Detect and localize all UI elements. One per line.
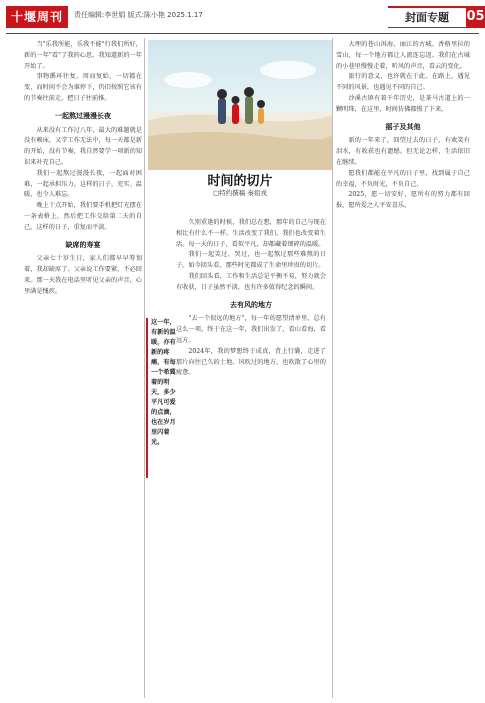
header-rule	[6, 33, 479, 34]
column-1	[24, 40, 142, 695]
paragraph: 父亲七十岁生日，家人们都早早筹划着，我却缺席了。父亲说工作要紧，不必回来。那一天我在电话里听见父亲的声音，心里满是愧疚。	[24, 255, 142, 295]
paragraph: 大理的苍山洱海、丽江的古城、香格里拉的雪山，每一个地方都让人流连忘返。我们在古城的小巷里慢慢走着，听风的声音，看云的变化。	[336, 41, 470, 70]
paragraph: 久别重逢的时候，我们总在想，那年的自己与现在相比有什么不一样。生活改变了我们，我们也改变着生活。每一天的日子，看似平凡，却都藏着细碎的温暖。	[176, 219, 326, 248]
paragraph: 我们一起熬过漫漫长夜，一起面对困难，一起承担压力。这样的日子，充实、温暖，也令人难忘。	[24, 169, 142, 199]
paragraph: 旅行的意义，也许就在于此。在路上，遇见不同的风景，也遇见不同的自己。	[336, 73, 470, 92]
paragraph: 晚上十点开始，我们要手机把灯光摆在一条表格上，然后把工作交给第二天的自己，这样的日子，重复而平淡。	[24, 202, 142, 231]
newspaper-logo: 十堰周刊	[6, 6, 68, 28]
issue-meta: 责任编辑:李世娟 版式:陈小艳 2025.1.17	[74, 11, 203, 19]
byline: □特约撰稿 秦祖戎	[213, 189, 267, 197]
paragraph: 我们回头看，工作和生活总是平衡不易，努力就会有收获，日子虽然平淡，也有许多值得纪念的瞬间。	[176, 272, 326, 291]
column-divider	[144, 38, 145, 698]
article-title: 时间的切片	[207, 174, 273, 189]
subheading: 去有风的地方	[230, 300, 272, 309]
masthead	[0, 0, 485, 34]
paragraph: 当"乐我所能，乐我不能"行我们所好，新的一年"看"了我的心思，我知道新的一年开始了。	[24, 41, 142, 70]
paragraph: 2024年，我的梦想终于成真，背上行囊，走进了那片向往已久的土地。风吹过的地方，也吹散了心里的疲惫。	[176, 347, 326, 377]
column-3	[336, 40, 470, 696]
column-divider	[332, 38, 333, 698]
paragraph: 事物循环往复，周而复始，一切都在变，而时间不会为谁停下，仍旧按照它该有的节奏往前走，把日子往前推。	[24, 73, 142, 102]
subheading: 一起熬过漫漫长夜	[55, 111, 111, 120]
paragraph: 从来没有工作过八年，最大的难题就是没有赖床，又学工作无法中，每一天都是新的开始，没有节奏，我自然要学一项新的知识来补充自己。	[24, 126, 142, 166]
subheading: 缺席的寿宴	[65, 240, 101, 249]
section-title: 封面专题	[388, 6, 466, 28]
page-number: 05	[466, 6, 485, 28]
paragraph: 沙溪古镇有着千年历史，是茶马古道上的一颗明珠，在这里，时间仿佛都慢了下来。	[336, 94, 470, 113]
paragraph: 我们一起笑过、哭过，也一起熬过那些难熬的日子。如今回头看，那些时光都成了生命里珍贵的切片。	[176, 251, 326, 270]
paragraph: 愿我们都能在平凡的日子里，找到属于自己的幸福，不负时光，不负自己。	[336, 169, 470, 188]
family-illustration	[148, 40, 332, 170]
paragraph: "去一个很远的地方"，每一年的愿望清单里，总有这么一项。终于在这一年，我们出发了，看山看海，看远方。	[176, 315, 326, 344]
illustration	[148, 40, 332, 170]
paragraph: 新的一年来了，回望过去的日子，有欢笑有泪水，有收获也有遗憾。但无论怎样，生活依旧在继续。	[336, 137, 470, 166]
paragraph: 2025，愿一切安好，愿所有的努力都有回报，愿所爱之人平安喜乐。	[336, 191, 470, 210]
subheading: 摇子及其他	[385, 122, 421, 131]
column-2	[176, 218, 326, 696]
pull-quote: 这一年，有新的温暖，亦有新的疼痛，有每一个希冀着的明天，多少平凡可爱的点滴，也在岁月里闪着光。	[146, 318, 176, 478]
